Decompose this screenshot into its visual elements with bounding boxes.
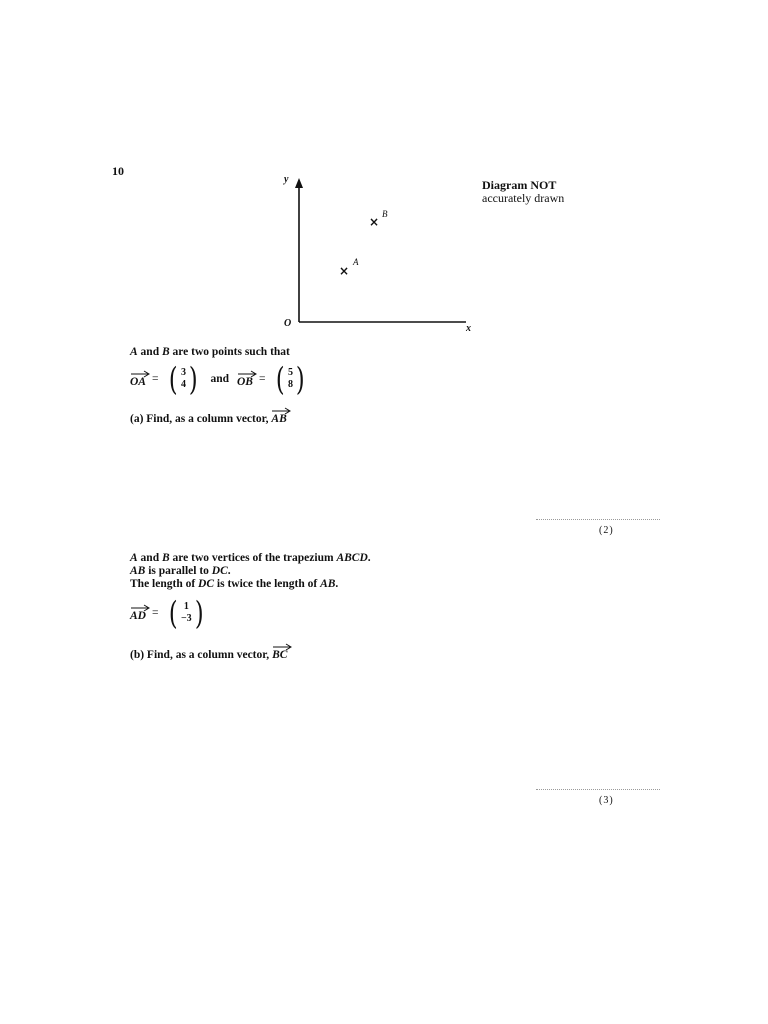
part-b-prefix: (b) Find, as a column vector, — [130, 649, 273, 661]
text-rest: are two vertices of the trapezium — [169, 552, 337, 564]
intro-point-a: A — [130, 346, 138, 358]
answer-line-a — [536, 519, 660, 520]
given-vectors — [130, 360, 309, 398]
text-end: . — [227, 565, 231, 577]
text-end: . — [367, 552, 371, 564]
diagram-note — [482, 179, 564, 205]
equals-sign: = — [258, 373, 266, 385]
text-ab: AB — [320, 578, 336, 590]
x-axis-label: x — [466, 323, 471, 334]
vector-oa — [130, 370, 146, 388]
answer-line-b — [536, 789, 660, 790]
point-a-marker: × — [339, 264, 350, 278]
right-paren: ) — [194, 594, 204, 632]
equals-sign: = — [151, 607, 159, 619]
text-b: B — [161, 552, 170, 564]
vector-arrow-icon — [272, 643, 292, 651]
and-word: and — [210, 373, 229, 385]
vector-ad-equation — [130, 594, 208, 632]
vector-ob — [237, 370, 253, 388]
ad-bottom: −3 — [180, 613, 192, 624]
y-axis-label: y — [284, 174, 289, 185]
vector-bc-label: BC — [272, 649, 288, 661]
vector-ad — [130, 604, 146, 622]
left-paren: ( — [169, 594, 179, 632]
vector-ab-label: AB — [271, 413, 287, 425]
vector-arrow-icon — [130, 370, 150, 378]
diagram-note-line1: Diagram NOT — [482, 178, 557, 192]
text-end: . — [335, 578, 339, 590]
text-mid: is twice the length of — [214, 578, 321, 590]
point-a-label: A — [353, 257, 359, 267]
part-a-prefix: (a) Find, as a column vector, — [130, 413, 272, 425]
trapezium-line2 — [130, 565, 371, 578]
origin-label: O — [284, 318, 292, 329]
question-number: 10 — [112, 164, 124, 178]
vector-bc — [272, 643, 287, 662]
intro-text — [130, 346, 290, 359]
marks-a: (2) — [599, 525, 614, 536]
right-paren: ) — [188, 360, 198, 398]
trapezium-name: ABCD — [336, 552, 368, 564]
trapezium-text — [130, 552, 371, 591]
column-vector-ob — [274, 360, 306, 398]
column-vector-ad — [167, 594, 205, 632]
text-dc: DC — [211, 565, 228, 577]
oa-top: 3 — [180, 367, 186, 378]
part-a-question — [130, 407, 287, 426]
text-a: A — [130, 552, 138, 564]
ob-bottom: 8 — [287, 379, 293, 390]
trapezium-line1 — [130, 552, 371, 565]
vector-arrow-icon — [271, 407, 291, 415]
oa-bottom: 4 — [180, 379, 186, 390]
text-dc: DC — [198, 578, 215, 590]
vector-ob-label: OB — [237, 376, 253, 388]
coordinate-diagram — [270, 170, 490, 340]
part-b-question — [130, 643, 287, 662]
right-paren: ) — [295, 360, 305, 398]
text-ab: AB — [130, 565, 146, 577]
vector-oa-label: OA — [130, 376, 146, 388]
y-axis-arrowhead — [295, 178, 303, 188]
trapezium-line3 — [130, 578, 371, 591]
equals-sign: = — [151, 373, 159, 385]
diagram-note-line2: accurately drawn — [482, 191, 565, 205]
text-and: and — [137, 552, 162, 564]
left-paren: ( — [276, 360, 286, 398]
intro-point-b: B — [161, 346, 170, 358]
marks-b: (3) — [599, 795, 614, 806]
left-paren: ( — [169, 360, 179, 398]
vector-arrow-icon — [130, 604, 150, 612]
ob-top: 5 — [287, 367, 293, 378]
intro-rest: are two points such that — [169, 346, 290, 358]
vector-arrow-icon — [237, 370, 257, 378]
text-rest: is parallel to — [145, 565, 212, 577]
point-b-marker: × — [369, 215, 380, 229]
point-b-label: B — [382, 209, 388, 219]
text-start: The length of — [130, 578, 199, 590]
column-vector-oa — [167, 360, 199, 398]
vector-ab — [271, 407, 286, 426]
vector-ad-label: AD — [130, 610, 146, 622]
ad-top: 1 — [183, 601, 189, 612]
intro-and: and — [137, 346, 162, 358]
